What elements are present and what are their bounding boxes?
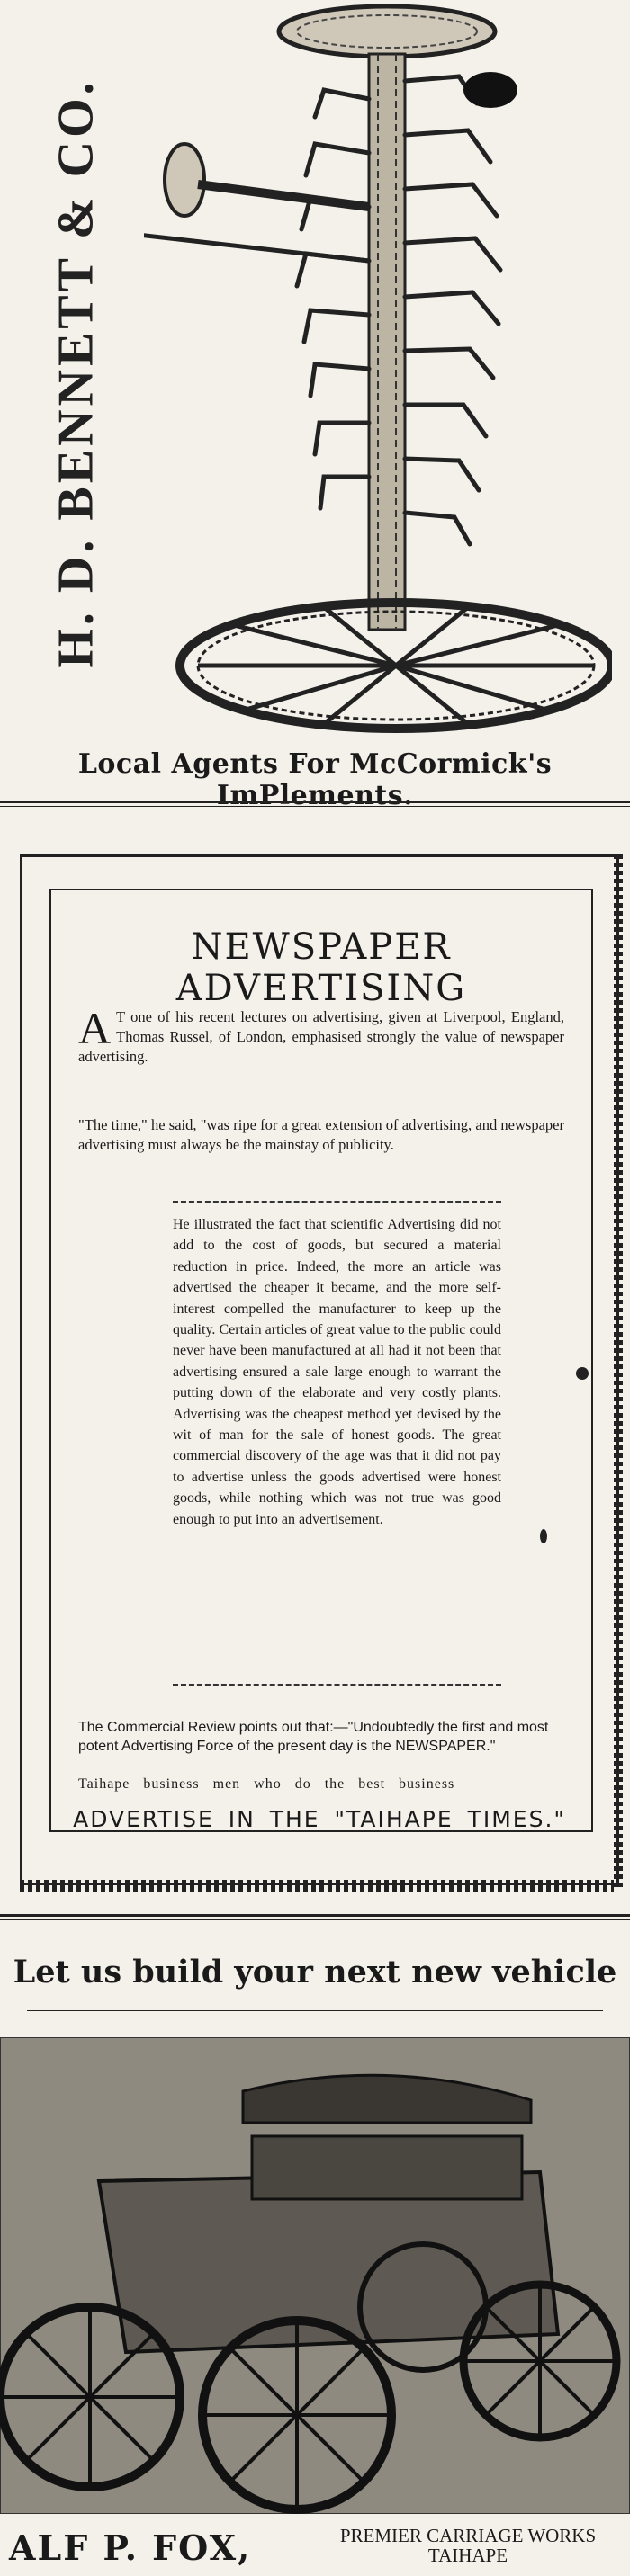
taihape-business-line: Taihape business men who do the best business xyxy=(78,1776,455,1792)
newspaper-advertising-box xyxy=(20,854,619,1885)
rake-tines-left xyxy=(297,90,369,508)
print-speck xyxy=(576,1367,589,1380)
carriage-illustration xyxy=(0,2037,630,2514)
commercial-review-paragraph: The Commercial Review points out that:—"Undoubtedly the first and most potent Advertising Force of the present day is the NEWSPAPER." xyxy=(78,1720,549,1754)
newspaper-advertising-title: NEWSPAPER ADVERTISING xyxy=(176,926,467,1009)
central-shaft xyxy=(369,54,405,630)
intro-dropcap: A xyxy=(78,1003,112,1053)
local-agents-line: Local Agents For McCormick's ImPlements. xyxy=(77,748,553,811)
carriage-works-name: PREMIER CARRIAGE WORKS xyxy=(339,2525,597,2546)
newspaper-advertising-inner-frame xyxy=(50,889,593,1832)
headline-underline xyxy=(27,2010,603,2011)
section-divider xyxy=(0,1914,630,1917)
advertise-in-taihape-times: ADVERTISE IN THE "TAIHAPE TIMES." xyxy=(73,1806,566,1832)
article-column: He illustrated the fact that scientific Advertising did not add to the cost of goods, but secured a material reduction in price. Indeed, the more an article was advertised the cheaper it became, and the more self-interest compelled the manufacturer to keep up the quality. Certain articles of great value to the public could never have been manufactured at all had it not been that advertising ensured a sale large enough to warrant the putting down of the elaborate and very costly plants. Advertising was the cheapest method yet devised by the wit of man for the sale of honest goods. The great commercial discovery of the age was that it did not pay to advertise unless the goods advertised were honest goods, while nothing which was not true was good enough to put into an advertisement. xyxy=(173,1201,501,1686)
top-hub xyxy=(279,6,495,57)
intro-paragraph xyxy=(78,1003,564,1067)
carriage-works-town: TAIHAPE xyxy=(428,2545,508,2566)
rake-implement-illustration xyxy=(144,0,612,738)
section-divider xyxy=(0,801,630,803)
intro-text: T one of his recent lectures on advertising, given at Liverpool, England, Thomas Russel, of London, emphasised strongly the value of newspaper advertising. xyxy=(78,1008,564,1065)
rake-tines-right xyxy=(405,76,500,544)
company-name: H. D. BENNETT & CO. xyxy=(49,78,104,668)
print-speck xyxy=(540,1529,547,1543)
carriage-works-block xyxy=(288,2526,630,2565)
quote-paragraph: "The time," he said, "was ripe for a great extension of advertising, and newspaper advertising must always be the mainstay of publicity. xyxy=(78,1116,564,1153)
vehicle-headline: Let us build your next new vehicle xyxy=(13,1954,617,1990)
section-divider-thin xyxy=(0,806,630,807)
company-name-vertical xyxy=(36,78,117,668)
seat xyxy=(165,144,369,216)
section-divider-thin xyxy=(0,1919,630,1920)
lever xyxy=(144,229,369,261)
bennett-advertisement xyxy=(0,0,630,809)
proprietor-name: ALF P. FOX, xyxy=(9,2527,252,2568)
